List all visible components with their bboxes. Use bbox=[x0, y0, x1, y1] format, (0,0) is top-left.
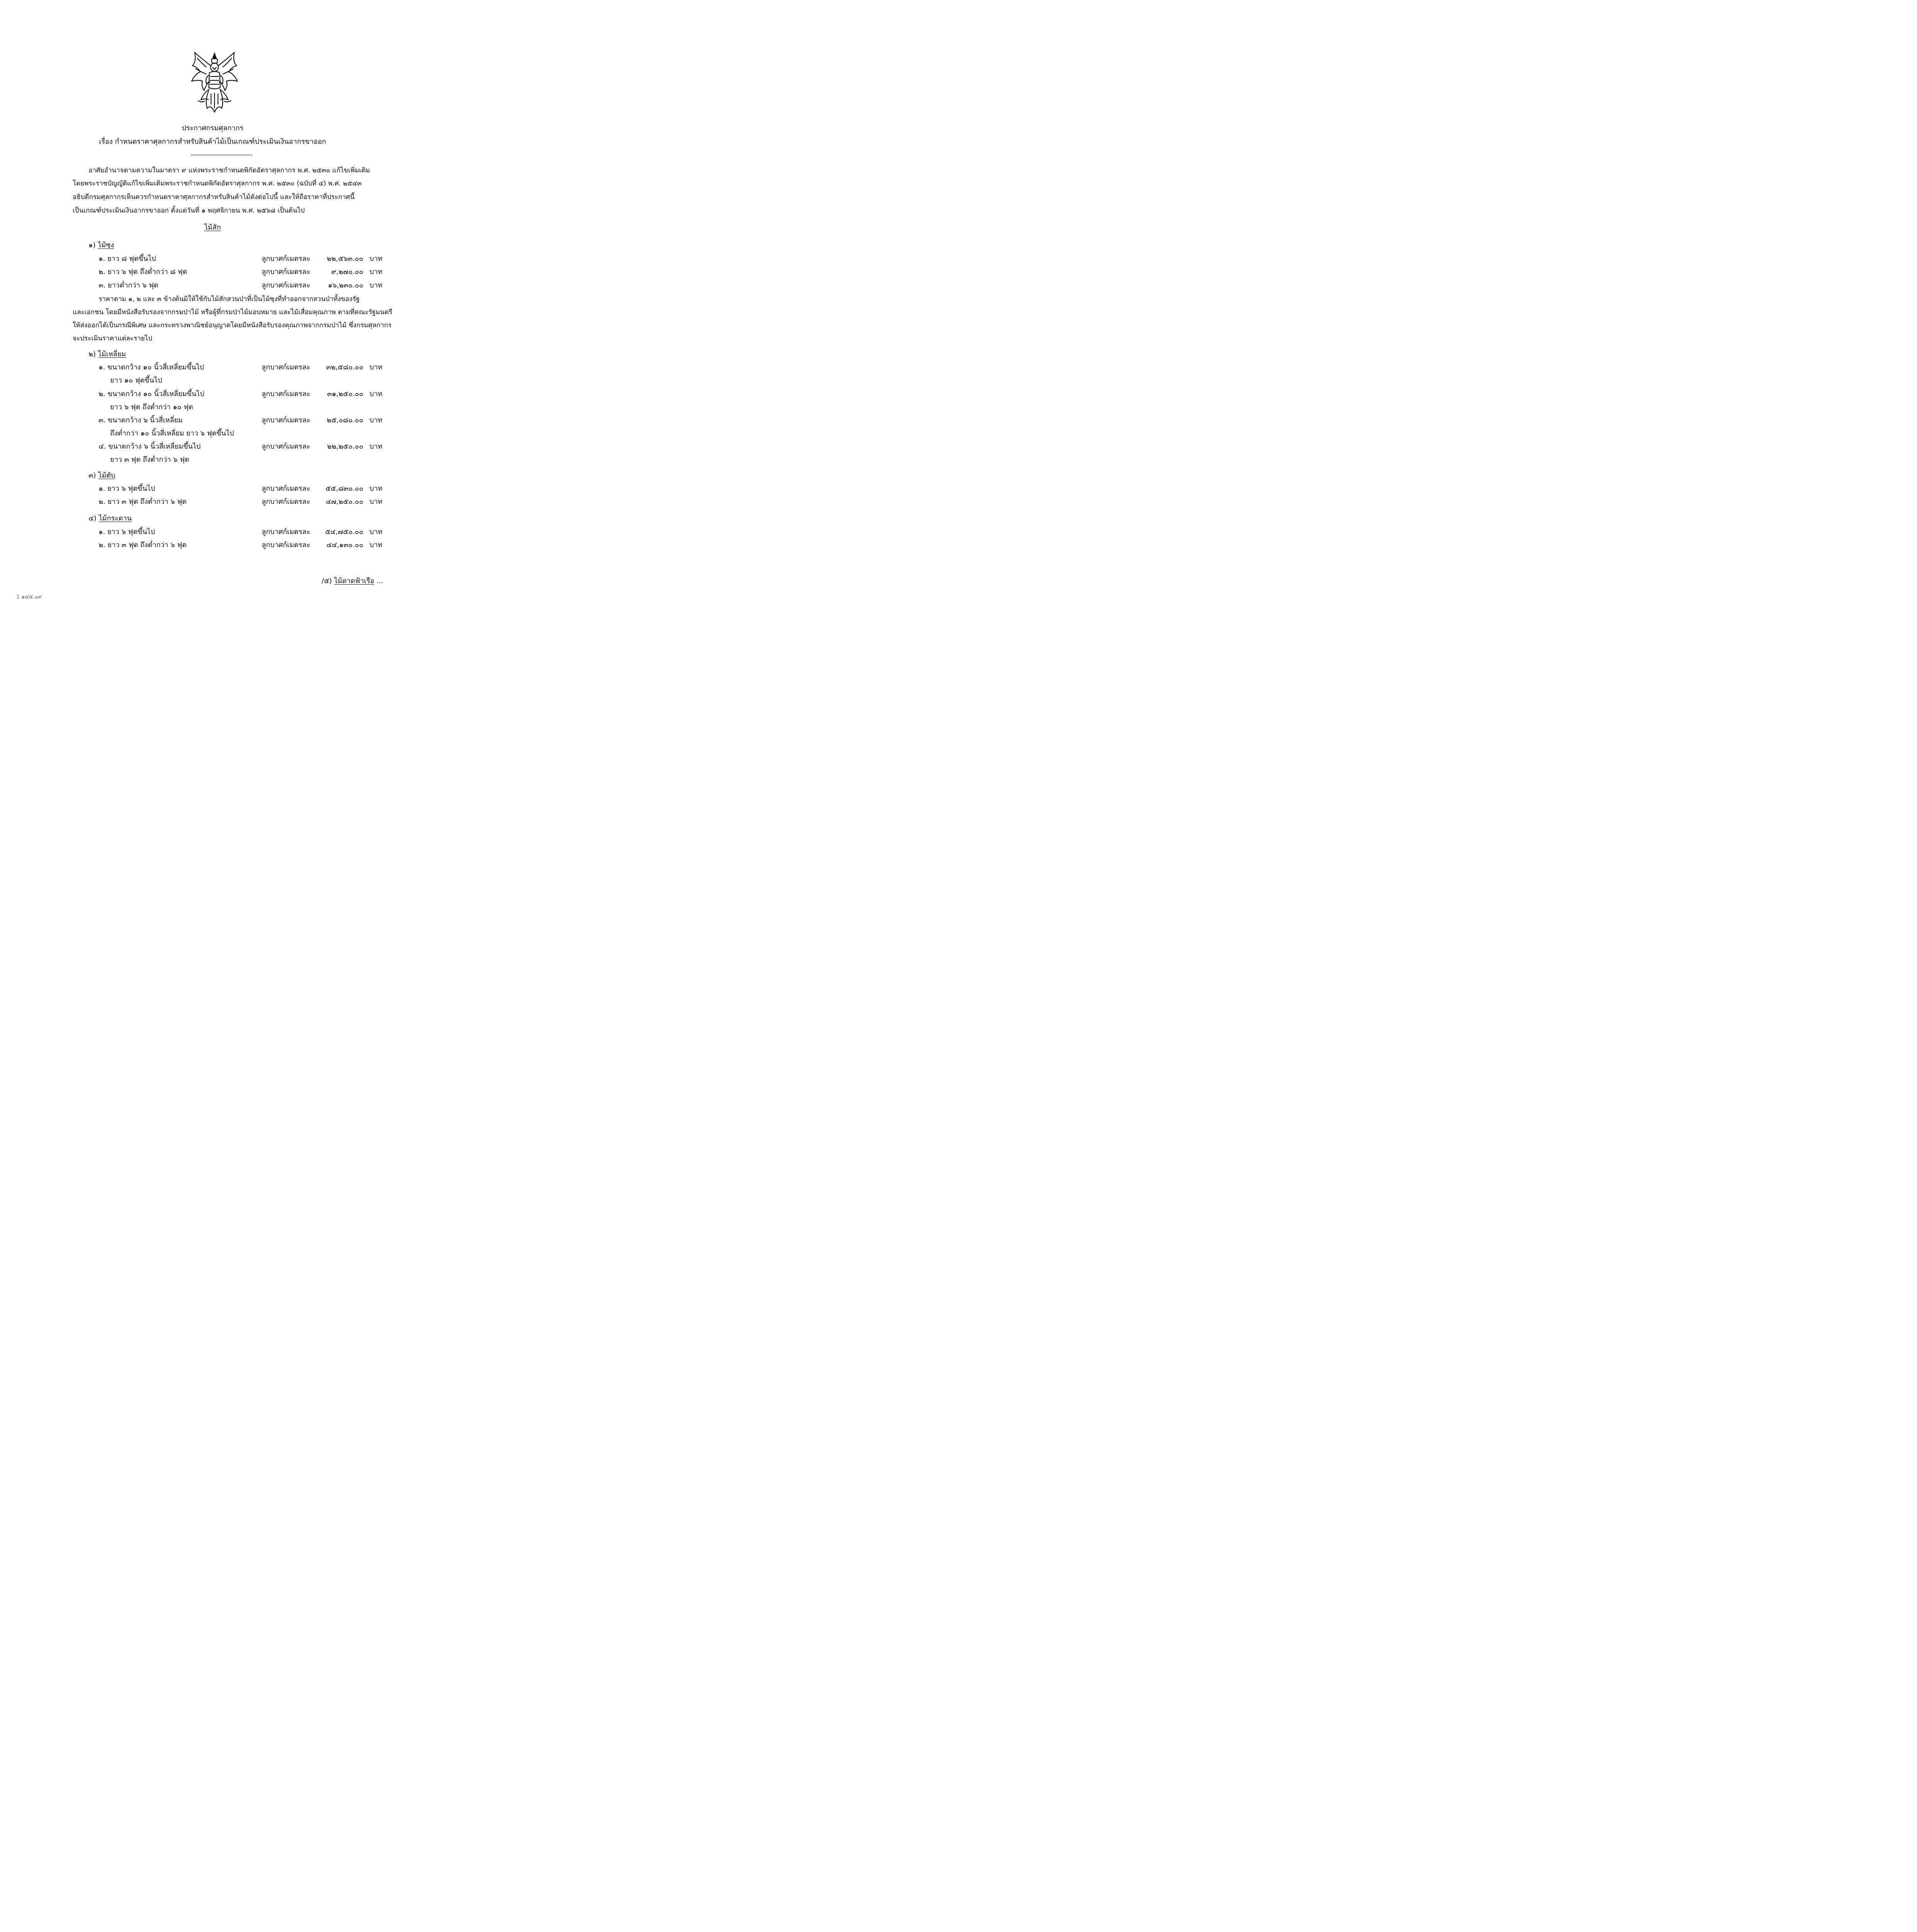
price-value: ๑๖,๒๓๐.๐๐ bbox=[328, 281, 363, 289]
note-line-4: จะประเมินราคาแต่ละรายไป bbox=[73, 335, 152, 342]
currency-label: บาท bbox=[369, 416, 383, 424]
item-description: ๑. ยาว ๖ ฟุตขึ้นไป bbox=[99, 485, 155, 493]
category-heading bbox=[89, 471, 115, 481]
price-value: ๓๒,๕๘๐.๐๐ bbox=[326, 363, 363, 371]
section-heading-teak: ไม้สัก bbox=[204, 223, 221, 231]
unit-label: ลูกบาศก์เมตรละ bbox=[262, 485, 310, 493]
item-description-continued: ยาว ๓ ฟุต ถึงต่ำกว่า ๖ ฟุต bbox=[110, 456, 189, 464]
category-name: ไม้กระดาน bbox=[99, 514, 132, 522]
category-name: ไม้เหลี่ยม bbox=[98, 350, 126, 358]
item-description-continued: ถึงต่ำกว่า ๑๐ นิ้วสี่เหลี่ยม ยาว ๖ ฟุตขึ้นไป bbox=[110, 429, 234, 437]
item-description: ๒. ขนาดกว้าง ๑๐ นิ้วสี่เหลี่ยมขึ้นไป bbox=[99, 390, 204, 398]
item-description-continued: ยาว ๖ ฟุต ถึงต่ำกว่า ๑๐ ฟุต bbox=[110, 403, 193, 411]
price-value: ๔๗,๒๕๐.๐๐ bbox=[325, 498, 363, 506]
continuation-label: ไม้ดาดฟ้าเรือ bbox=[334, 577, 375, 585]
currency-label: บาท bbox=[369, 528, 383, 536]
preamble-line-2: โดยพระราชบัญญัติแก้ไขเพิ่มเติมพระราชกำหนดพิกัดอัตราศุลกากร พ.ศ. ๒๕๓๐ (ฉบับที่ ๔) พ.ศ. ๒๕๔๓ bbox=[73, 180, 362, 187]
currency-label: บาท bbox=[369, 485, 383, 493]
category-heading bbox=[89, 240, 114, 250]
item-description: ๔. ขนาดกว้าง ๖ นิ้วสี่เหลี่ยมขึ้นไป bbox=[99, 442, 201, 451]
category-heading bbox=[89, 349, 126, 359]
currency-label: บาท bbox=[369, 281, 383, 289]
continuation-prefix: /๕) bbox=[322, 577, 332, 585]
garuda-emblem bbox=[189, 50, 240, 116]
price-value: ๒๒,๒๕๐.๐๐ bbox=[327, 442, 363, 451]
unit-label: ลูกบาศก์เมตรละ bbox=[262, 498, 310, 506]
item-description-continued: ยาว ๑๐ ฟุตขึ้นไป bbox=[110, 376, 162, 384]
category-heading bbox=[89, 514, 132, 524]
item-description: ๒. ยาว ๖ ฟุต ถึงต่ำกว่า ๘ ฟุต bbox=[99, 268, 187, 276]
preamble-line-3: อธิบดีกรมศุลกากรเห็นควรกำหนดราคาศุลกากรสำหรับสินค้าไม้ดังต่อไปนี้ และให้ถือราคาที่ประกาศนี้ bbox=[73, 193, 355, 201]
category-number: ๑) bbox=[89, 241, 96, 249]
category-name: ไม้ซุง bbox=[98, 241, 114, 249]
unit-label: ลูกบาศก์เมตรละ bbox=[262, 281, 310, 289]
currency-label: บาท bbox=[369, 363, 383, 371]
price-value: ๙,๒๗๐.๐๐ bbox=[331, 268, 363, 276]
document-subject: เรื่อง กำหนดราคาศุลกากรสำหรับสินค้าไม้เป็นเกณฑ์ประเมินเงินอากรขาออก bbox=[99, 138, 326, 146]
unit-label: ลูกบาศก์เมตรละ bbox=[262, 363, 310, 371]
note-line-3: ให้ส่งออกได้เป็นกรณีพิเศษ และกระทรวงพาณิชย์อนุญาตโดยมีหนังสือรับรองคุณภาพจากกรมป่าไม้ ซึ่งกรมศุลกากร bbox=[73, 321, 392, 329]
unit-label: ลูกบาศก์เมตรละ bbox=[262, 541, 310, 549]
price-value: ๔๔,๑๓๐.๐๐ bbox=[326, 541, 363, 549]
unit-label: ลูกบาศก์เมตรละ bbox=[262, 268, 310, 276]
item-description: ๒. ยาว ๓ ฟุต ถึงต่ำกว่า ๖ ฟุต bbox=[99, 541, 187, 549]
price-value: ๕๔,๗๕๐.๐๐ bbox=[325, 528, 363, 536]
currency-label: บาท bbox=[369, 390, 383, 398]
continuation-marker bbox=[322, 576, 383, 586]
price-value: ๓๑,๒๕๐.๐๐ bbox=[327, 390, 363, 398]
currency-label: บาท bbox=[369, 442, 383, 451]
category-number: ๔) bbox=[89, 514, 97, 522]
item-description: ๑. ยาว ๖ ฟุตขึ้นไป bbox=[99, 528, 155, 536]
price-value: ๒๒,๕๖๓.๐๐ bbox=[327, 255, 363, 263]
item-description: ๑. ขนาดกว้าง ๑๐ นิ้วสี่เหลี่ยมขึ้นไป bbox=[99, 363, 204, 371]
item-description: ๒. ยาว ๓ ฟุต ถึงต่ำกว่า ๖ ฟุต bbox=[99, 498, 187, 506]
unit-label: ลูกบาศก์เมตรละ bbox=[262, 528, 310, 536]
price-value: ๒๕,๐๘๐.๐๐ bbox=[327, 416, 363, 424]
category-number: ๒) bbox=[89, 350, 96, 358]
price-value: ๕๕,๘๓๐.๐๐ bbox=[325, 485, 363, 493]
currency-label: บาท bbox=[369, 541, 383, 549]
category-number: ๓) bbox=[89, 471, 96, 480]
item-description: ๓. ยาวต่ำกว่า ๖ ฟุต bbox=[99, 281, 158, 289]
unit-label: ลูกบาศก์เมตรละ bbox=[262, 442, 310, 451]
document-title: ประกาศกรมศุลกากร bbox=[182, 124, 243, 132]
unit-label: ลูกบาศก์เมตรละ bbox=[262, 390, 310, 398]
continuation-suffix: ... bbox=[376, 577, 383, 585]
unit-label: ลูกบาศก์เมตรละ bbox=[262, 255, 310, 263]
category-name: ไม้ตับ bbox=[98, 471, 116, 480]
preamble-line-1: อาศัยอำนาจตามความในมาตรา ๙ แห่งพระราชกำหนดพิกัดอัตราศุลกากร พ.ศ. ๒๕๓๐ แก้ไขเพิ่มเติม bbox=[89, 167, 370, 174]
item-description: ๓. ขนาดกว้าง ๖ นิ้วสี่เหลี่ยม bbox=[99, 416, 183, 424]
note-line-1: ราคาตาม ๑, ๒ และ ๓ ข้างต้นมิให้ใช้กับไม้สักสวนป่าที่เป็นไม้ซุงที่ทำออกจากสวนป่าทั้งของรัฐ bbox=[99, 295, 360, 303]
currency-label: บาท bbox=[369, 268, 383, 276]
preamble-line-4: เป็นเกณฑ์ประเมินเงินอากรขาออก ตั้งแต่วันที่ ๑ พฤศจิกายน พ.ศ. ๒๕๖๘ เป็นต้นไป bbox=[73, 207, 305, 214]
note-line-2: และเอกชน โดยมีหนังสือรับรองจากกรมป่าไม้ หรือผู้ที่กรมป่าไม้มอบหมาย และไม้เสื่อมคุณภาพ ตามที่คณะรัฐมนตรี bbox=[73, 308, 393, 316]
item-description: ๑. ยาว ๘ ฟุตขึ้นไป bbox=[99, 255, 156, 263]
currency-label: บาท bbox=[369, 255, 383, 263]
unit-label: ลูกบาศก์เมตรละ bbox=[262, 416, 310, 424]
footer-code: 1 ๑๔๕.๐๙ bbox=[16, 594, 42, 600]
currency-label: บาท bbox=[369, 498, 383, 506]
